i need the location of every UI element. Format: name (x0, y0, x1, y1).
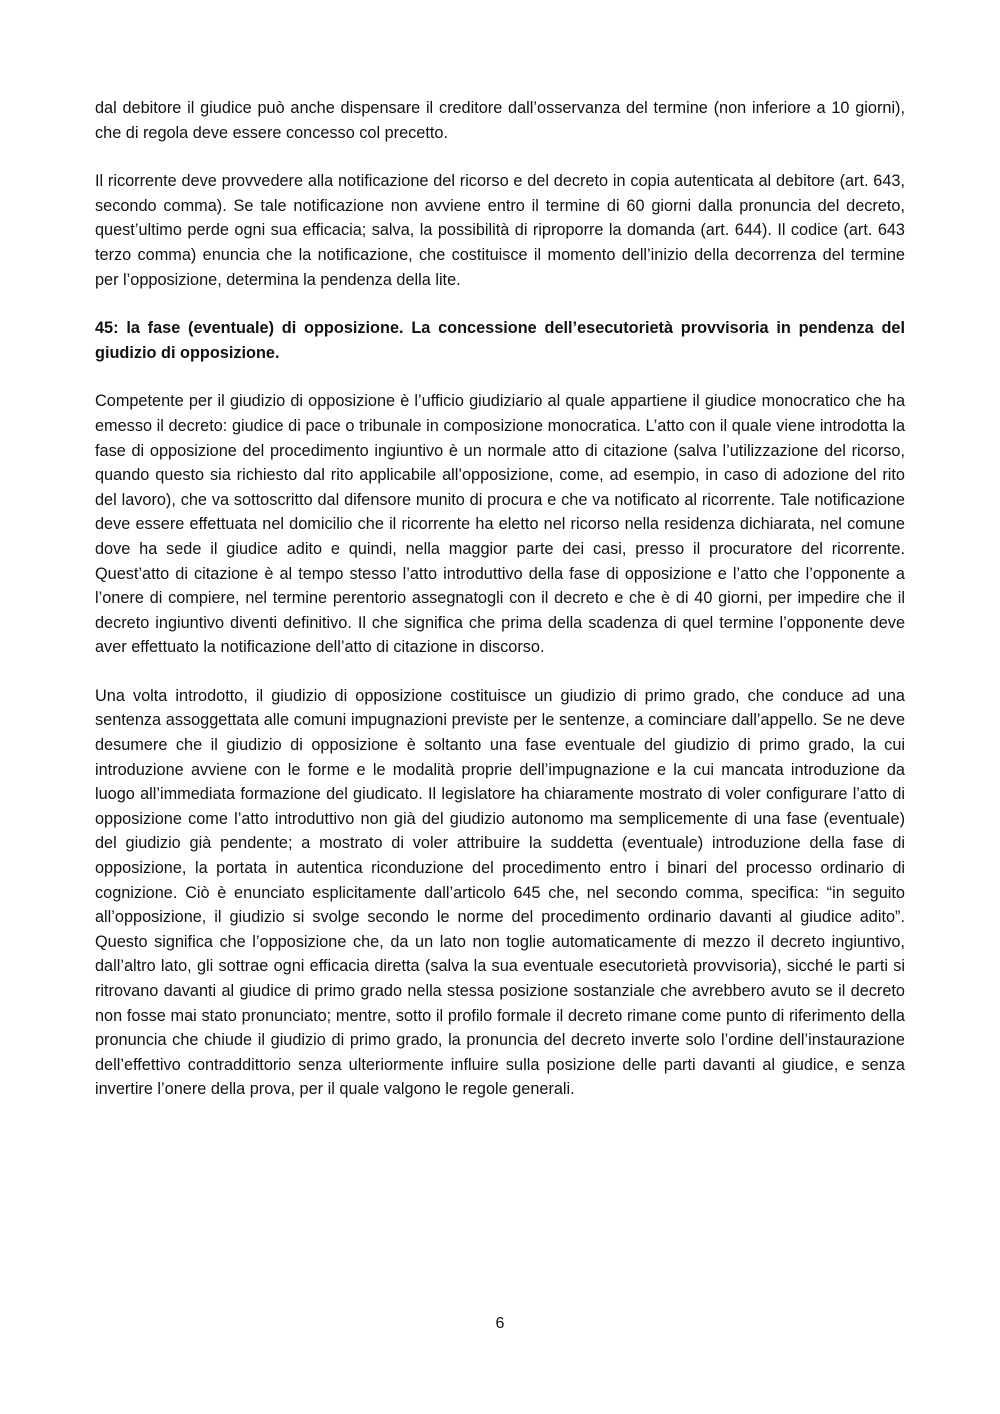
section-heading: 45: la fase (eventuale) di opposizione. La concessione dell’esecutorietà provvisoria in pendenza del giudizio di opposizione. (95, 319, 905, 362)
paragraph-notificazione: Il ricorrente deve provvedere alla notificazione del ricorso e del decreto in copia autenticata al debitore (art. 643, secondo comma). Se tale notificazione non avviene entro il termine di 60 giorni dalla pronuncia del decreto, quest’ultimo perde ogni sua efficacia; salva, la possibilità di riproporre la domanda (art. 644). Il codice (art. 643 terzo comma) enuncia che la notificazione, che costituisce il momento dell’inizio della decorrenza del termine per l’opposizione, determina la pendenza della lite. (95, 172, 905, 289)
paragraph-competente: Competente per il giudizio di opposizione è l’ufficio giudiziario al quale appartiene il giudice monocratico che ha emesso il decreto: giudice di pace o tribunale in composizione monocratica. L’atto con il quale viene introdotta la fase di opposizione del procedimento ingiuntivo è un normale atto di citazione (salva l’utilizzazione del ricorso, quando questo sia richiesto dal rito applicabile all’opposizione, come, ad esempio, in caso di adozione del rito del lavoro), che va sottoscritto dal difensore munito di procura e che va notificato al ricorrente. Tale notificazione deve essere effettuata nel domicilio che il ricorrente ha eletto nel ricorso nella residenza dichiarata, nel comune dove ha sede il giudice adito e quindi, nella maggior parte dei casi, presso il procuratore del ricorrente. Quest’atto di citazione è al tempo stesso l’atto introduttivo della fase di opposizione e l’atto che l’opponente a l’onere di compiere, nel termine perentorio assegnatogli con il decreto e che è di 40 giorni, per impedire che il decreto ingiuntivo diventi definitivo. Il che significa che prima della scadenza di quel termine l’opponente deve aver effettuato la notificazione dell’atto di citazione in discorso. (95, 392, 905, 657)
document-page (95, 96, 905, 1126)
paragraph-continuation: dal debitore il giudice può anche dispensare il creditore dall’osservanza del termine (non inferiore a 10 giorni), che di regola deve essere concesso col precetto. (95, 99, 905, 142)
page-number: 6 (495, 1315, 505, 1332)
paragraph-una-volta: Una volta introdotto, il giudizio di opposizione costituisce un giudizio di primo grado, che conduce ad una sentenza assoggettata alle comuni impugnazioni previste per le sentenze, a cominciare dall’appello. Se ne deve desumere che il giudizio di opposizione è soltanto una fase eventuale del giudizio di primo grado, la cui introduzione avviene con le forme e le modalità proprie dell’impugnazione e la cui mancata introduzione da luogo all’immediata formazione del giudicato. Il legislatore ha chiaramente mostrato di voler configurare l’atto di opposizione come l’atto introduttivo non già del giudizio autonomo ma semplicemente di una fase (eventuale) del giudizio già pendente; a mostrato di voler attribuire la suddetta (eventuale) introduzione della fase di opposizione, la portata in autentica riconduzione del procedimento entro i binari del processo ordinario di cognizione. Ciò è enunciato esplicitamente dall’articolo 645 che, nel secondo comma, specifica: “in seguito all’opposizione, il giudizio si svolge secondo le norme del procedimento ordinario davanti al giudice adito”. Questo significa che l’opposizione che, da un lato non toglie automaticamente di mezzo il decreto ingiuntivo, dall’altro lato, gli sottrae ogni efficacia diretta (salva la sua eventuale esecutorietà provvisoria), sicché le parti si ritrovano davanti al giudice di primo grado nella stessa posizione sostanziale che avrebbero avuto se il decreto non fosse mai stato pronunciato; mentre, sotto il profilo formale il decreto rimane come punto di riferimento della pronuncia che chiude il giudizio di primo grado, la pronuncia del decreto inverte solo l’ordine dell’instaurazione dell’effettivo contraddittorio senza ulteriormente influire sulla posizione delle parti davanti al giudice, e senza invertire l’onere della prova, per il quale valgono le regole generali. (95, 686, 905, 1099)
